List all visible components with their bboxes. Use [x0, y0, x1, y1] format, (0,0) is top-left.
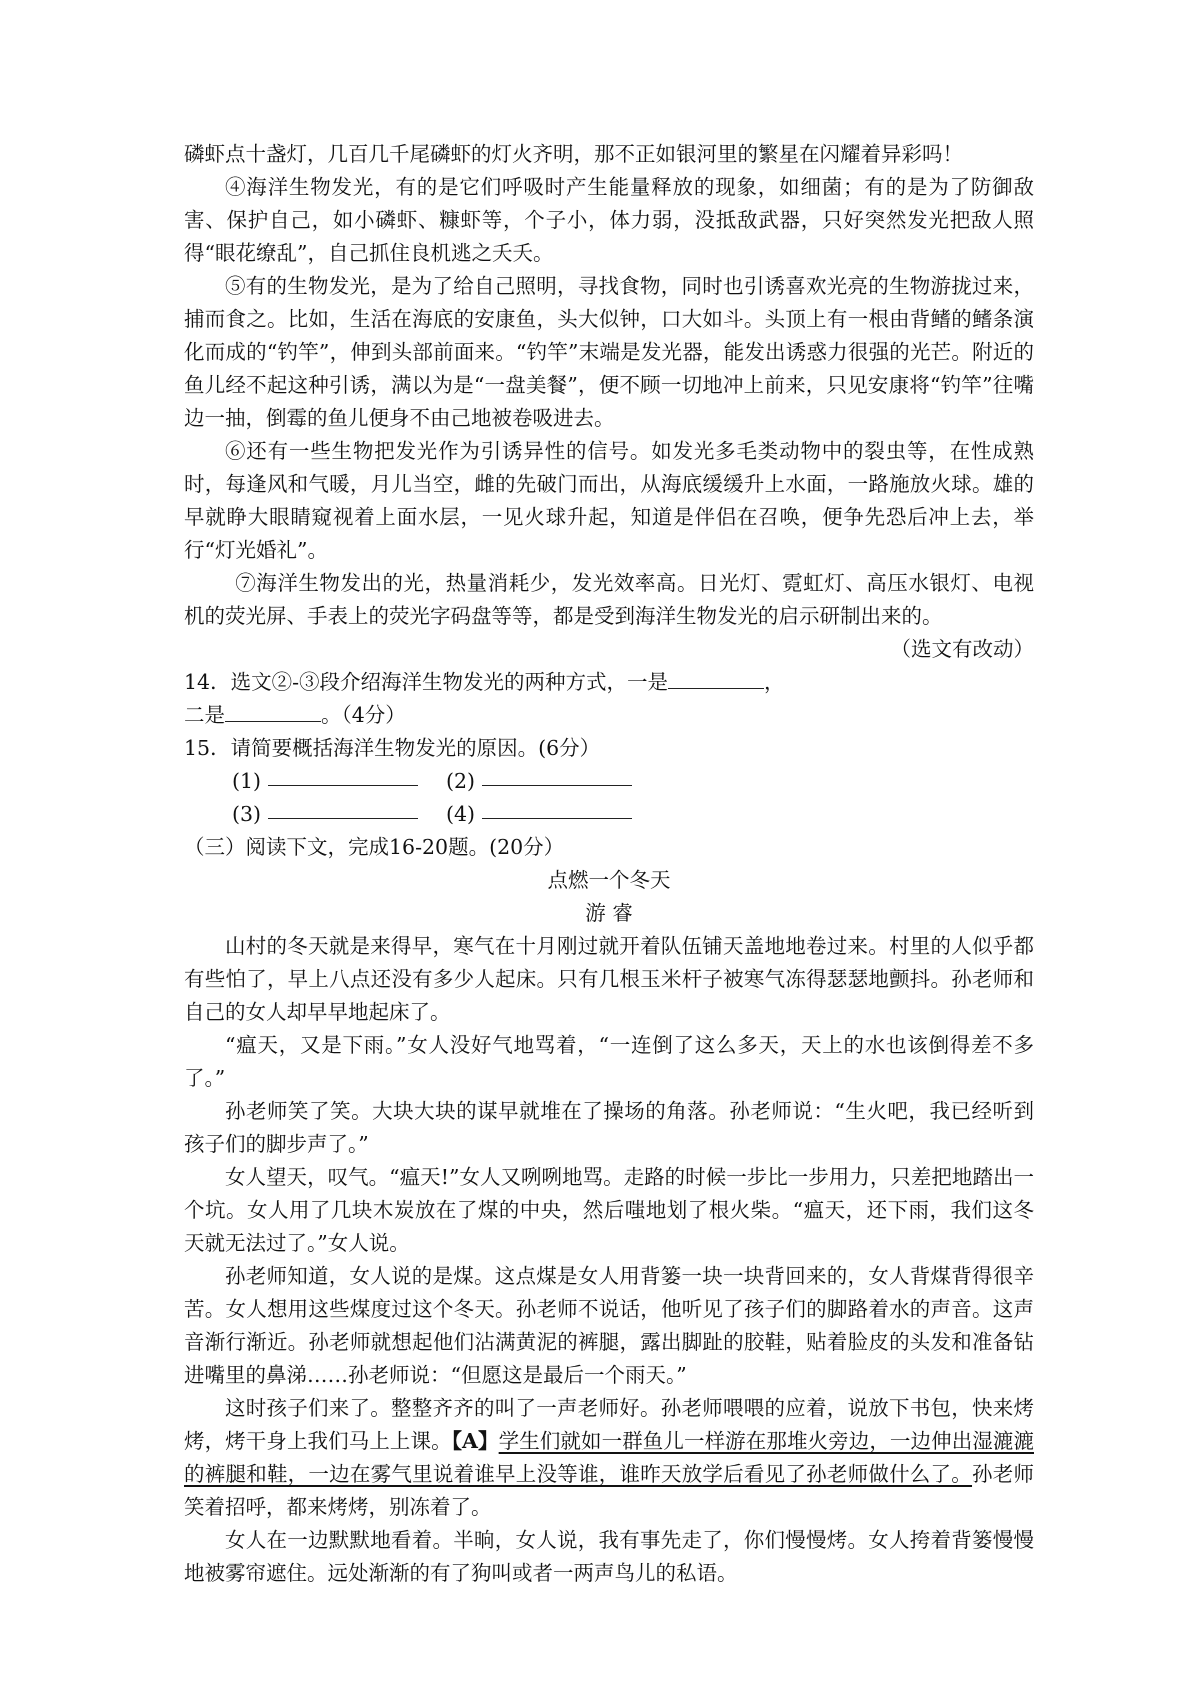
passage-paragraph-5: ⑤有的生物发光，是为了给自己照明，寻找食物，同时也引诱喜欢光亮的生物游拢过来，捕而食之。比如，生活在海底的安康鱼，头大似钟，口大如斗。头顶上有一根由背鳍的鳍条演化而成的“钓竿”，伸到头部前面来。“钓竿”末端是发光器，能发出诱惑力很强的光芒。附近的鱼儿经不起这种引诱，满以为是“一盘美餐”，便不顾一切地冲上前来，只见安康将“钓竿”往嘴边一抽，倒霉的鱼儿便身不由己地被卷吸进去。 — [184, 274, 1034, 430]
passage-paragraph-6: ⑥还有一些生物把发光作为引诱异性的信号。如发光多毛类动物中的裂虫等，在性成熟时，每逢风和气暖，月儿当空，雌的先破门而出，从海底缓缓升上水面，一路施放火球。雄的早就睁大眼睛窥视着上面水层，一见火球升起，知道是伴侣在召唤，便争先恐后冲上去，举行“灯光婚礼”。 — [184, 439, 1034, 562]
answer-blank-14-1[interactable] — [668, 668, 764, 689]
answer-blank-14-2[interactable] — [225, 701, 321, 722]
story-author: 游 睿 — [585, 901, 633, 925]
question-14-text-c: 二是 — [184, 703, 225, 727]
question-14 — [184, 666, 1034, 699]
passage-paragraph-7: ⑦海洋生物发出的光，热量消耗少，发光效率高。日光灯、霓虹灯、高压水银灯、电视机的荧光屏、手表上的荧光字码盘等等，都是受到海洋生物发光的启示研制出来的。 — [184, 571, 1034, 628]
exam-page — [184, 138, 1034, 1590]
passage-line: 磷虾点十盏灯，几百几千尾磷虾的灯火齐明，那不正如银河里的繁星在闪耀着异彩吗！ — [184, 142, 963, 166]
underlined-sentence-a: 学生们就如一群鱼儿一样游在那堆火旁边，一边伸出湿漉漉的裤腿和鞋，一边在雾气里说着谁早上没等谁，谁昨天放学后看见了孙老师做什么了。 — [184, 1429, 1034, 1486]
story-paragraph: 孙老师笑了笑。大块大块的谋早就堆在了操场的角落。孙老师说：“生火吧，我已经听到孩子们的脚步声了。” — [184, 1099, 1034, 1156]
story-paragraph-a — [184, 1392, 1034, 1524]
story-paragraph: 山村的冬天就是来得早，寒气在十月刚过就开着队伍铺天盖地地卷过来。村里的人似乎都有些怕了，早上八点还没有多少人起床。只有几根玉米杆子被寒气冻得瑟瑟地颤抖。孙老师和自己的女人却早早地起床了。 — [184, 934, 1034, 1024]
answer-slot-number: (4) — [446, 802, 476, 826]
answer-slot — [232, 798, 446, 831]
answer-blank-15-3[interactable] — [268, 798, 418, 819]
answer-slot-number: (3) — [232, 802, 262, 826]
answer-slot — [232, 765, 446, 798]
story-paragraph-a-pre: 这时孩子们来了。整整齐齐的叫了一声老师好。孙老师喂喂的应着，说放下书包，快来烤烤，烤干身上我们马上上课。 — [184, 1396, 1034, 1453]
answer-slot — [446, 798, 660, 831]
answer-slot-number: (1) — [232, 769, 262, 793]
question-14-line2 — [184, 699, 1034, 732]
story-paragraph: “瘟天，又是下雨。”女人没好气地骂着，“一连倒了这么多天，天上的水也该倒得差不多了。” — [184, 1033, 1034, 1090]
question-14-text-d: 。（4分） — [321, 703, 406, 727]
answer-blank-15-4[interactable] — [482, 798, 632, 819]
section-3-heading: （三）阅读下文，完成16-20题。(20分） — [184, 835, 565, 859]
answer-slot-number: (2) — [446, 769, 476, 793]
story-paragraph: 孙老师知道，女人说的是煤。这点煤是女人用背篓一块一块背回来的，女人背煤背得很辛苦。女人想用这些煤度过这个冬天。孙老师不说话，他听见了孩子们的脚路着水的声音。这声音渐行渐近。孙老师就想起他们沾满黄泥的裤腿，露出脚趾的胶鞋，贴着脸皮的头发和准备钻进嘴里的鼻涕……孙老师说：“但愿这是最后一个雨天。” — [184, 1264, 1034, 1387]
question-15-row-1 — [184, 765, 1034, 798]
answer-blank-15-1[interactable] — [268, 765, 418, 786]
question-15-row-2 — [184, 798, 1034, 831]
passage-paragraph-4: ④海洋生物发光，有的是它们呼吸时产生能量释放的现象，如细菌；有的是为了防御敌害、保护自己，如小磷虾、糠虾等，个子小，体力弱，没抵敌武器，只好突然发光把敌人照得“眼花缭乱”，自己抓住良机逃之夭夭。 — [184, 175, 1034, 265]
question-15: 15．请简要概括海洋生物发光的原因。(6分） — [184, 736, 601, 760]
story-paragraph: 女人望天，叹气。“瘟天!”女人又咧咧地骂。走路的时候一步比一步用力，只差把地踏出一个坑。女人用了几块木炭放在了煤的中央，然后嗤地划了根火柴。“瘟天，还下雨，我们这冬天就无法过了。”女人说。 — [184, 1165, 1034, 1255]
answer-slot — [446, 765, 660, 798]
answer-blank-15-2[interactable] — [482, 765, 632, 786]
marker-a: 【A】 — [451, 1429, 499, 1453]
story-paragraph-a-post: 孙老师笑着招呼，都来烤烤，别冻着了。 — [184, 1462, 1035, 1519]
source-note: （选文有改动） — [890, 637, 1034, 661]
story-title: 点燃一个冬天 — [547, 868, 671, 892]
story-paragraph: 女人在一边默默地看着。半晌，女人说，我有事先走了，你们慢慢烤。女人挎着背篓慢慢地被雾帘遮住。远处渐渐的有了狗叫或者一两声鸟儿的私语。 — [184, 1528, 1034, 1585]
question-14-text-a: 14．选文②-③段介绍海洋生物发光的两种方式，一是 — [184, 670, 669, 694]
question-14-text-b: ， — [764, 670, 785, 694]
